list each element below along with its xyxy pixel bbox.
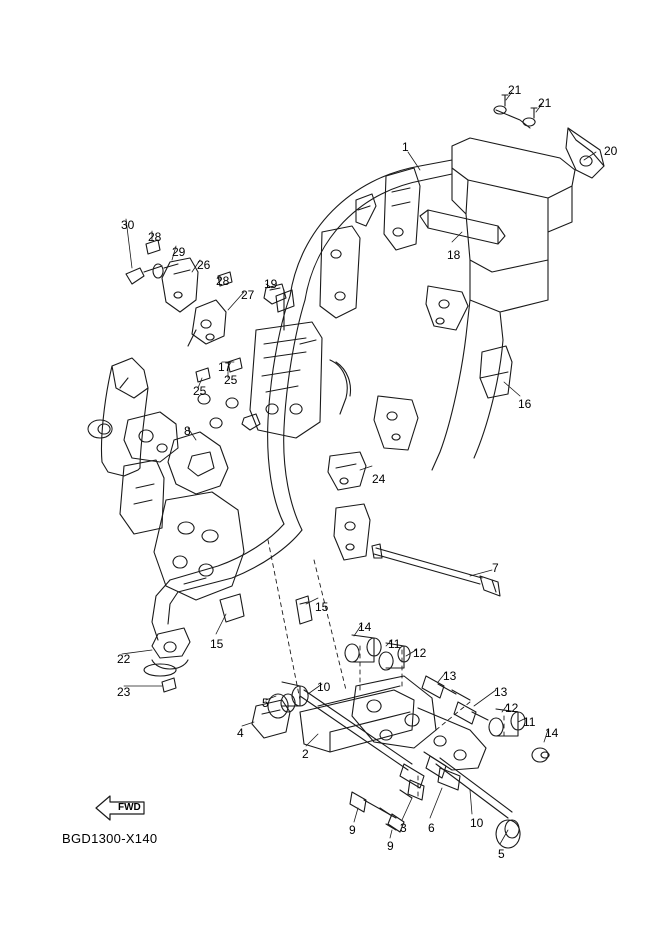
callout-3: 3 (400, 821, 407, 835)
callout-20: 20 (604, 144, 618, 158)
callout-25a: 25 (193, 384, 207, 398)
callout-11b: 11 (523, 715, 536, 729)
callout-11a: 11 (388, 637, 401, 651)
callout-5b: 5 (498, 847, 505, 861)
fwd-label: FWD (118, 802, 141, 813)
callout-17: 17 (218, 360, 232, 374)
callout-10a: 10 (317, 680, 331, 694)
callout-19: 19 (264, 277, 278, 291)
callout-22: 22 (117, 652, 131, 666)
callout-24: 24 (372, 472, 386, 486)
callout-13a: 13 (443, 669, 457, 683)
callout-9b: 9 (387, 839, 394, 853)
callout-7: 7 (492, 561, 499, 575)
callout-29: 29 (172, 245, 186, 259)
callout-6: 6 (428, 821, 435, 835)
callout-12a: 12 (413, 646, 427, 660)
callout-25b: 25 (224, 373, 238, 387)
callout-30: 30 (121, 218, 135, 232)
callout-10b: 10 (470, 816, 484, 830)
callout-5a: 5 (262, 696, 269, 710)
callout-26: 26 (197, 258, 211, 272)
callout-1: 1 (402, 140, 409, 154)
callout-12b: 12 (505, 701, 519, 715)
callout-8: 8 (184, 424, 191, 438)
callout-15a: 15 (315, 600, 329, 614)
callout-21b: 21 (538, 96, 552, 110)
callout-14b: 14 (545, 726, 559, 740)
callout-4: 4 (237, 726, 244, 740)
callout-23: 23 (117, 685, 131, 699)
callout-27: 27 (241, 288, 255, 302)
callout-16: 16 (518, 397, 532, 411)
callout-28a: 28 (148, 230, 162, 244)
callout-2: 2 (302, 747, 309, 761)
callout-18: 18 (447, 248, 461, 262)
callout-28b: 28 (216, 274, 230, 288)
callout-9a: 9 (349, 823, 356, 837)
callout-21a: 21 (508, 83, 522, 97)
callout-13b: 13 (494, 685, 508, 699)
callout-14a: 14 (358, 620, 372, 634)
callout-15b: 15 (210, 637, 224, 651)
part-code-label: BGD1300-X140 (62, 831, 158, 846)
